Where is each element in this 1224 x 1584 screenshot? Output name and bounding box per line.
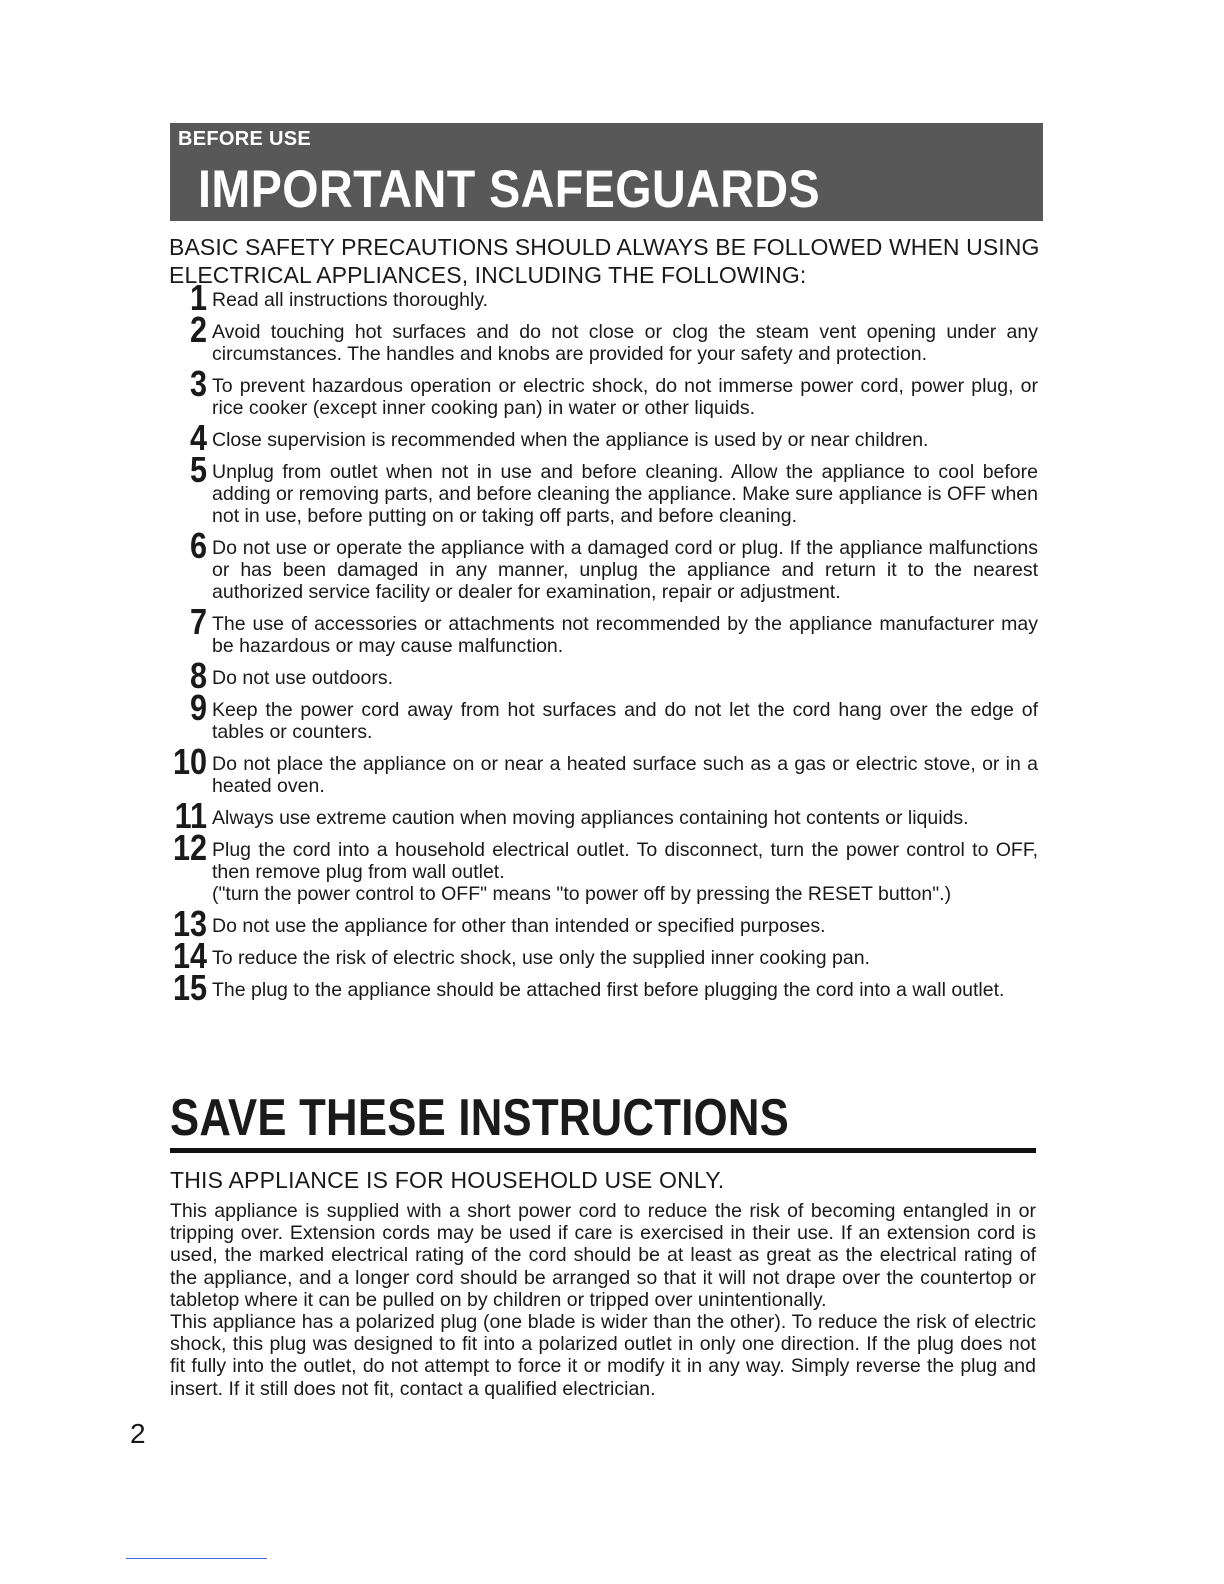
item-text: Unplug from outlet when not in use and before cleaning. Allow the appliance to cool before adding or removing parts, and before cleaning the appliance. Make sure appliance is OFF when not in use, before putting on or taking off parts, and before cleaning. (212, 461, 1038, 527)
item-text: Do not use the appliance for other than intended or specified purposes. (212, 915, 826, 937)
item-text: The use of accessories or attachments not recommended by the appliance manufacturer may be hazardous or may cause malfunction. (212, 613, 1038, 657)
item-text: Do not place the appliance on or near a heated surface such as a gas or electric stove, or in a heated oven. (212, 753, 1038, 797)
list-item (166, 363, 1038, 419)
item-text: To prevent hazardous operation or electric shock, do not immerse power cord, power plug, or rice cooker (except inner cooking pan) in water or other liquids. (212, 375, 1038, 419)
item-text: Always use extreme caution when moving appliances containing hot contents or liquids. (212, 807, 969, 829)
body-paragraphs (170, 1200, 1036, 1400)
list-item (166, 903, 1038, 944)
intro-text: BASIC SAFETY PRECAUTIONS SHOULD ALWAYS BE FOLLOWED WHEN USING ELECTRICAL APPLIANCES, INCLUDING THE FOLLOWING: (169, 234, 1040, 288)
item-number: 1 (189, 277, 207, 318)
list-item (166, 277, 1038, 318)
item-number: 14 (172, 935, 207, 976)
item-text: Keep the power cord away from hot surfaces and do not let the cord hang over the edge of tables or counters. (212, 699, 1038, 743)
list-item (166, 741, 1038, 797)
item-number: 15 (172, 967, 207, 1008)
safeguards-list (166, 277, 1038, 1011)
section-banner (170, 123, 1043, 221)
item-text: To reduce the risk of electric shock, use only the supplied inner cooking pan. (212, 947, 870, 969)
household-heading: THIS APPLIANCE IS FOR HOUSEHOLD USE ONLY. (170, 1167, 725, 1193)
item-number: 11 (174, 795, 207, 836)
page-title: IMPORTANT SAFEGUARDS (198, 160, 821, 219)
item-number: 2 (189, 309, 207, 350)
item-text: Read all instructions thoroughly. (212, 289, 489, 311)
item-number: 7 (189, 601, 207, 642)
item-text: Plug the cord into a household electrical outlet. To disconnect, turn the power control to OFF, then remove plug from wall outlet. (212, 839, 1038, 883)
page-number: 2 (130, 1418, 146, 1449)
item-number: 4 (189, 417, 207, 458)
list-item (166, 967, 1038, 1008)
item-number: 13 (172, 903, 207, 944)
item-number: 8 (189, 655, 207, 696)
paragraph-extension-cords: This appliance is supplied with a short power cord to reduce the risk of becoming entangled in or tripping over. Extension cords may be used if care is exercised in their use. If an extension cord is used, the marked electrical rating of the cord should be at least as great as the electrical rating of the appliance, and a longer cord should be arranged so that it will not drape over the countertop or tabletop where it can be pulled on by children or tripped over unintentionally. (170, 1200, 1036, 1311)
item-text: Do not use outdoors. (212, 667, 394, 689)
list-item (166, 655, 1038, 696)
divider (170, 1148, 1036, 1153)
list-item (166, 309, 1038, 365)
list-item (166, 827, 1038, 905)
item-number: 9 (189, 687, 207, 728)
section-label: BEFORE USE (178, 128, 312, 150)
list-item (166, 795, 1038, 836)
item-number: 10 (172, 741, 207, 782)
item-text: Close supervision is recommended when the appliance is used by or near children. (212, 429, 929, 451)
item-number: 6 (189, 525, 207, 566)
item-number: 12 (172, 827, 207, 868)
item-number: 5 (189, 449, 207, 490)
item-number: 3 (189, 363, 207, 404)
list-item (166, 935, 1038, 976)
list-item (166, 525, 1038, 603)
paragraph-polarized-plug: This appliance has a polarized plug (one blade is wider than the other). To reduce the risk of electric shock, this plug was designed to fit into a polarized outlet in only one direction. If the plug does not fit fully into the outlet, do not attempt to force it or modify it in any way. Simply reverse the plug and insert. If it still does not fit, contact a qualified electrician. (170, 1311, 1036, 1400)
save-instructions-title: SAVE THESE INSTRUCTIONS (170, 1089, 790, 1147)
item-text: Do not use or operate the appliance with a damaged cord or plug. If the appliance malfunctions or has been damaged in any manner, unplug the appliance and return it to the nearest authorized service facility or dealer for examination, repair or adjustment. (212, 537, 1038, 603)
footer-line (126, 1558, 267, 1559)
list-item (166, 687, 1038, 743)
list-item (166, 417, 1038, 458)
list-item (166, 449, 1038, 527)
item-text: The plug to the appliance should be attached first before plugging the cord into a wall outlet. (212, 979, 1005, 1001)
list-item (166, 601, 1038, 657)
item-note: ("turn the power control to OFF" means "to power off by pressing the RESET button".) (212, 883, 952, 905)
item-text: Avoid touching hot surfaces and do not close or clog the steam vent opening under any circumstances. The handles and knobs are provided for your safety and protection. (212, 321, 1038, 365)
